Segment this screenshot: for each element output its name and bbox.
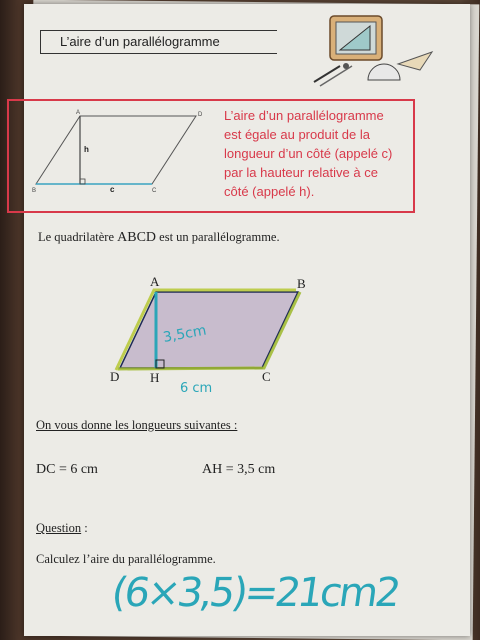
geometry-tools-illustration: [290, 8, 440, 88]
small-label-d: D: [198, 112, 203, 118]
main-parallelogram-figure: [80, 268, 320, 398]
vertex-b-label: B: [297, 276, 306, 291]
question-instruction: Calculez l’aire du parallélogramme.: [36, 552, 216, 566]
rule-statement: L’aire d’un parallélogramme est égale au produit de la longueur d’un côté (appelé c) par la hauteur relative à ce côté (appelé h).: [224, 108, 393, 199]
triangle-ruler-icon: [398, 52, 432, 70]
small-label-c: c: [110, 185, 115, 193]
vertex-c-label: C: [262, 369, 271, 384]
question-label: Question: [36, 521, 82, 535]
question-heading: [36, 521, 88, 536]
base-handwritten-note: 6 cm: [180, 381, 213, 396]
given-ah: AH = 3,5 cm: [202, 462, 276, 477]
set-square-case-icon: [330, 16, 382, 60]
small-parallelogram-figure: [16, 108, 216, 193]
problem-statement: [38, 230, 280, 246]
small-label-b: B: [32, 188, 37, 193]
compass-icon: [314, 63, 352, 86]
given-dc: DC = 6 cm: [36, 462, 98, 477]
vertex-a-label: A: [150, 274, 160, 289]
quadrilateral-name: ABCD: [117, 230, 157, 245]
page-title: L’aire d’un parallélogramme: [60, 34, 220, 49]
foot-h-label: H: [150, 370, 160, 385]
given-heading: On vous donne les longueurs suivantes :: [36, 418, 238, 432]
statement-prefix: Le quadrilatère: [38, 230, 114, 244]
small-label-c-point: C: [152, 188, 157, 193]
vertex-d-label: D: [110, 369, 120, 384]
height-handwritten-note: 3,5cm: [161, 322, 208, 346]
small-label-a: A: [76, 110, 81, 116]
small-label-h: h: [84, 145, 89, 154]
question-colon: :: [81, 521, 88, 535]
statement-suffix: est un parallélogramme.: [159, 230, 280, 244]
handwritten-answer: (6×3,5)=21cm2: [108, 570, 401, 616]
protractor-icon: [368, 64, 400, 80]
